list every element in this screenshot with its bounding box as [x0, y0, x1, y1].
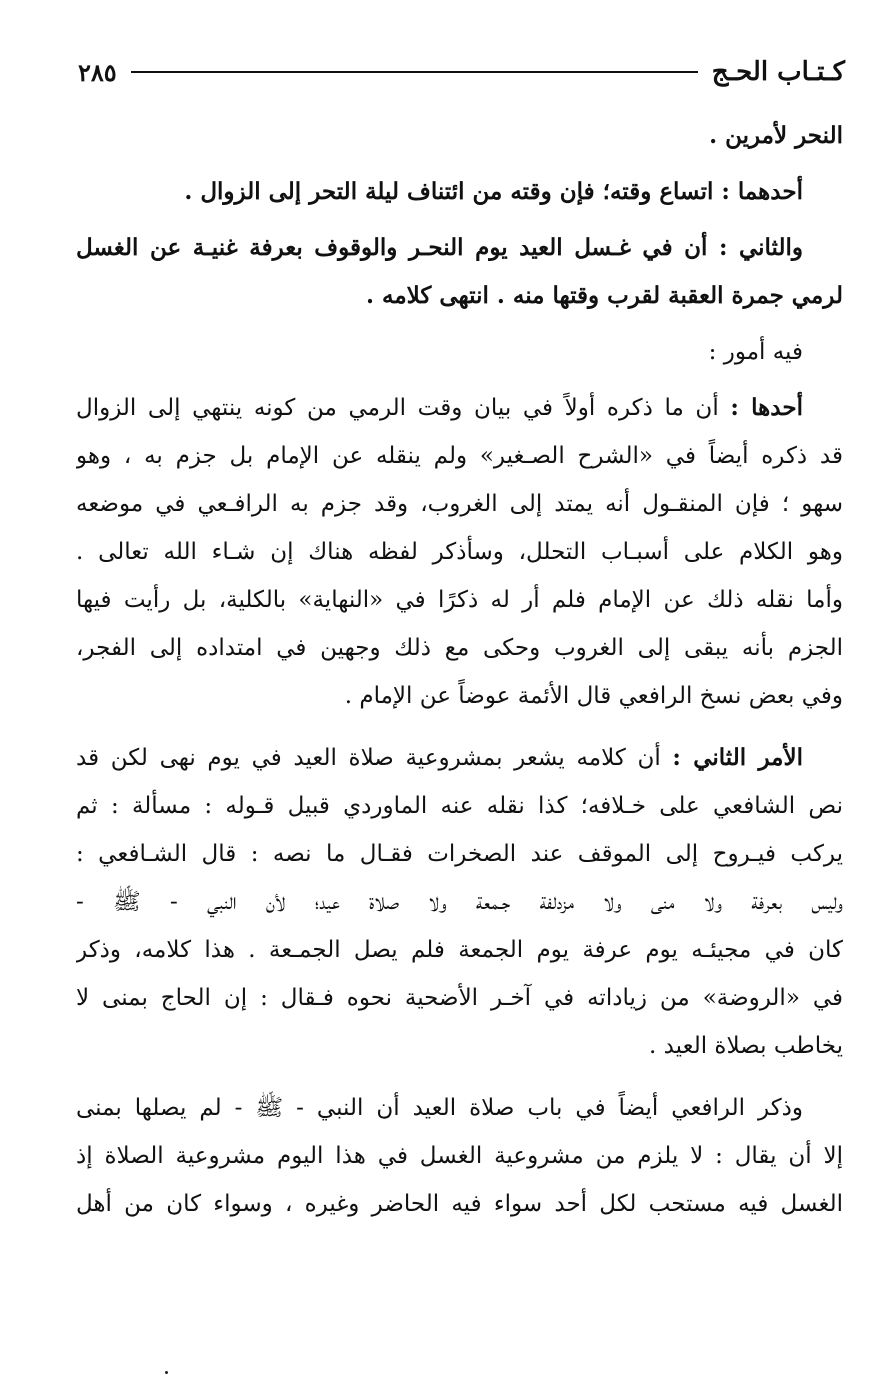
- text-line: فيه أمور :: [708, 339, 803, 365]
- text-line: في «الروضة» من زياداته في آخـر الأضحية نحوه فـقال : إن الحاج بمنى لا: [76, 985, 843, 1011]
- text-line: وليس بعرفة ولا منى ولا مزدلفة جـمعة ولا صلاة عيد؛ لأن النبي - ﷺ -: [76, 889, 843, 915]
- body-text: [76, 112, 843, 1228]
- text-line: نص الشافعي على خـلافه؛ كذا نقله عنه الماوردي قبيل قـوله : مسألة : ثم: [76, 793, 843, 819]
- text-line: سهو ؛ فإن المنقـول أنه يمتد إلى الغروب، وقد جزم به الرافـعي في موضعه: [76, 491, 843, 517]
- text-line: يركب فيـروح إلى الموقف عند الصخرات فقـال ما نصه : قال الشـافعي :: [76, 841, 843, 867]
- header-rule: [131, 71, 698, 73]
- text-line: الجزم بأنه يبقى إلى الغروب وحكى مع ذلك وجهين في امتداده إلى الفجر،: [76, 635, 843, 661]
- text-line: كان في مجيئـه يوم عرفة يوم الجمعة فلم يصل الجمـعة . هذا كلامه، وذكر: [76, 937, 843, 963]
- text-line: والثاني : أن في غـسل العيد يوم النحـر والوقوف بعرفة غنيـة عن الغسل: [76, 234, 803, 261]
- text-line: وأما نقله ذلك عن الإمام فلم أر له ذكرًا في «النهاية» بالكلية، بل رأيت فيها: [76, 587, 843, 613]
- page-header: [78, 52, 845, 92]
- text-line: وفي بعض نسخ الرافعي قال الأئمة عوضاً عن الإمام .: [344, 683, 843, 709]
- text-line: أحدهما : اتساع وقته؛ فإن وقته من ائتناف ليلة التحر إلى الزوال .: [184, 178, 803, 205]
- text-line: الغسل فيه مستحب لكل أحد سواء فيه الحاضر وغيره ، وسواء كان من أهل: [76, 1191, 843, 1217]
- text-line: وذكر الرافعي أيضاً في باب صلاة العيد أن النبي - ﷺ - لم يصلها بمنى: [76, 1095, 803, 1121]
- text-line: يخاطب بصلاة العيد .: [648, 1033, 843, 1059]
- text-line: وهو الكلام على أسبـاب التحلل، وسأذكر لفظه هناك إن شـاء الله تعالى .: [76, 539, 843, 565]
- page-number: ٢٨٥: [78, 57, 117, 87]
- running-title: كـتـاب الحـج: [711, 57, 845, 87]
- text-line: أحدها : أن ما ذكره أولاً في بيان وقت الرمي من كونه ينتهي إلى الزوال: [76, 394, 803, 421]
- print-speck: [165, 1371, 168, 1374]
- text-line: قد ذكره أيضاً في «الشرح الصـغير» ولم ينقله عن الإمام بل جزم به ، وهو: [76, 443, 843, 469]
- text-line: لرمي جمرة العقبة لقرب وقتها منه . انتهى كلامه .: [366, 282, 843, 309]
- text-line: الأمر الثاني : أن كلامه يشعر بمشروعية صلاة العيد في يوم نهى لكن قد: [76, 744, 803, 771]
- text-line: إلا أن يقال : لا يلزم من مشروعية الغسل في هذا اليوم مشروعية الصلاة إذ: [76, 1143, 843, 1169]
- text-line: النحر لأمرين .: [709, 122, 843, 149]
